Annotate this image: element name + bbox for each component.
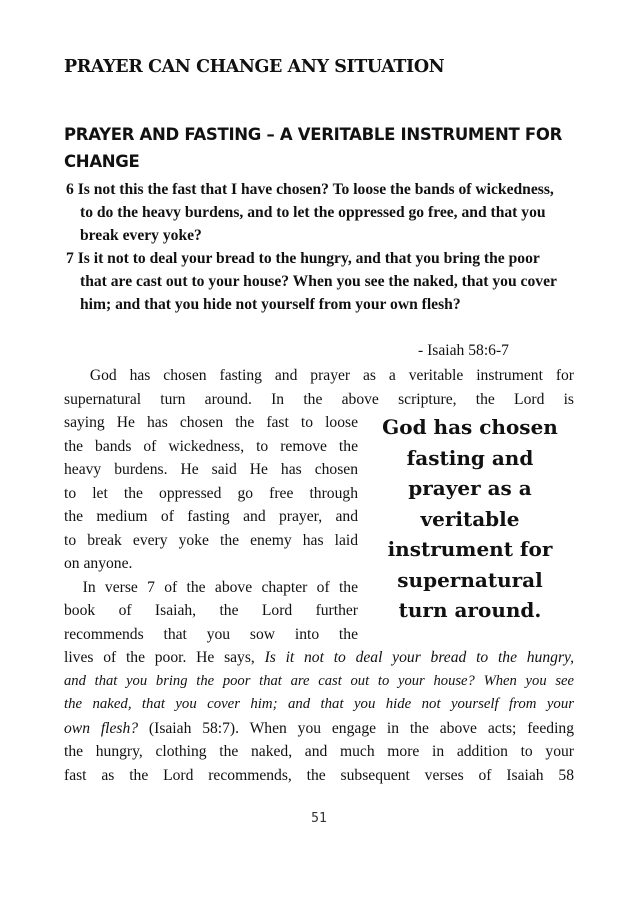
scripture-citation: - Isaiah 58:6-7	[418, 342, 509, 359]
body-line	[64, 693, 574, 717]
body-line: the medium of fasting and prayer, and	[64, 508, 358, 525]
body-line: In verse 7 of the above chapter of the	[64, 578, 358, 596]
body-paragraph-continued	[64, 646, 574, 787]
section-title: PRAYER AND FASTING – A VERITABLE INSTRUMENT FOR CHANGE	[64, 125, 563, 171]
running-head: PRAYER CAN CHANGE ANY SITUATION	[64, 57, 445, 77]
body-line	[64, 646, 574, 670]
scripture-verses	[66, 178, 566, 316]
body-line: the hungry, clothing the naked, and much more in addition to your	[64, 743, 574, 760]
body-paragraph-intro	[64, 364, 574, 411]
body-line: book of Isaiah, the Lord further	[64, 602, 358, 619]
body-line: to let the oppressed go free through	[64, 484, 358, 502]
body-line: fast as the Lord recommends, the subsequent verses of Isaiah 58	[64, 766, 574, 784]
quoted-scripture: own flesh?	[64, 719, 139, 737]
body-line	[64, 670, 574, 694]
body-line: recommends that you sow into the	[64, 625, 358, 643]
verse-6: 6 Is not this the fast that I have chosen? To loose the bands of wickedness, to do the heavy burdens, and to let the oppressed go free, and that you break every yoke?	[66, 181, 554, 244]
body-line: the bands of wickedness, to remove the	[64, 437, 358, 455]
body-line: to break every yoke the enemy has laid	[64, 531, 358, 549]
quoted-scripture: and that you bring the poor that are cast out to your house? When you see	[64, 672, 574, 689]
body-line: God has chosen fasting and prayer as a veritable instrument for	[64, 367, 574, 384]
body-line: saying He has chosen the fast to loose	[64, 414, 358, 431]
verse-7: 7 Is it not to deal your bread to the hungry, and that you bring the poor that are cast out to your house? When you see the naked, that you cover him; and that you hide not yourself from your own flesh?	[66, 250, 557, 313]
page-number: 51	[311, 811, 327, 826]
body-column	[64, 411, 358, 646]
body-line: on anyone.	[64, 555, 133, 572]
body-text: (Isaiah 58:7). When you engage in the above acts; feeding	[138, 719, 574, 737]
quoted-scripture: the naked, that you cover him; and that you hide not yourself from your	[64, 696, 574, 712]
body-line	[64, 717, 574, 741]
body-line: heavy burdens. He said He has chosen	[64, 461, 358, 478]
quoted-scripture: Is it not to deal your bread to the hungry,	[264, 649, 574, 666]
body-text: lives of the poor. He says,	[64, 649, 265, 666]
body-line: supernatural turn around. In the above scripture, the Lord is	[64, 390, 574, 408]
pull-quote: God has chosen fasting and prayer as a veritable instrument for supernatural turn around.	[382, 415, 558, 622]
